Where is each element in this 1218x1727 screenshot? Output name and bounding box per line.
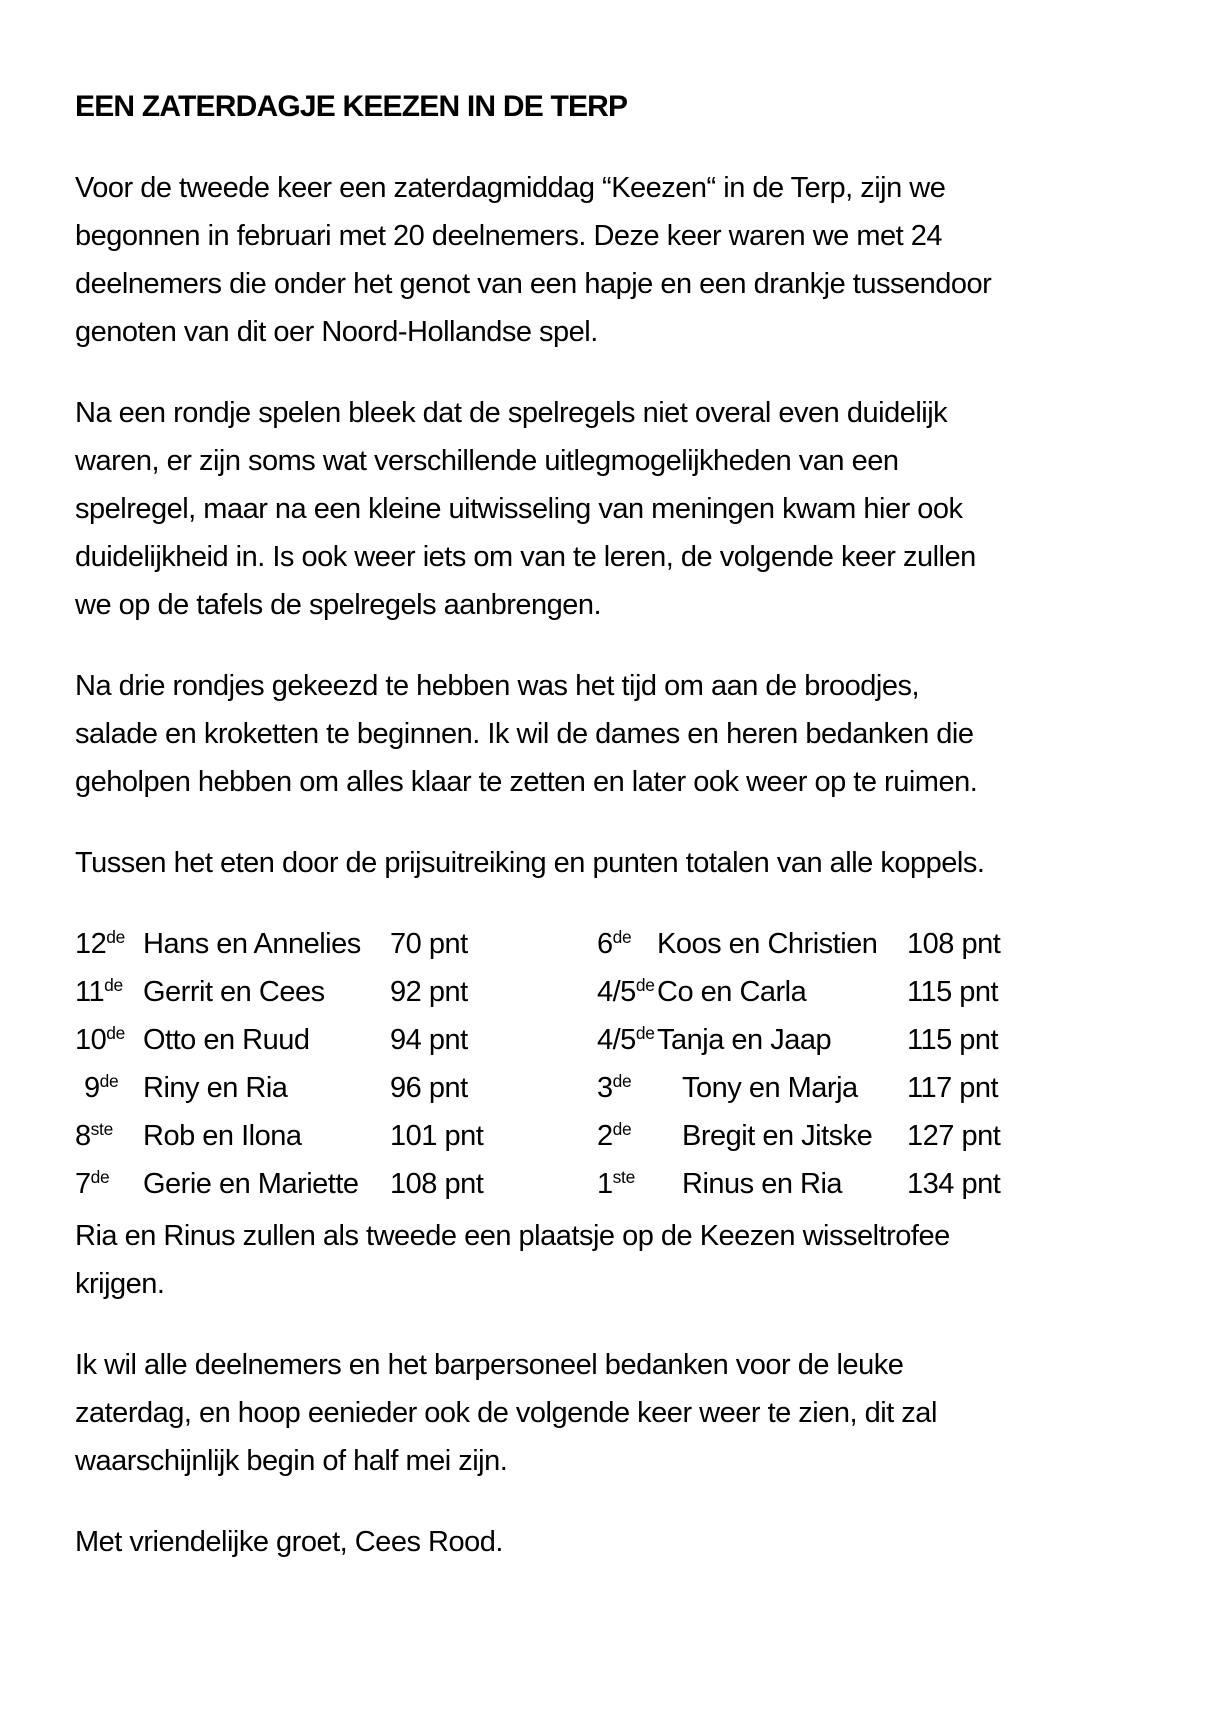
rank-suffix: de	[612, 1071, 632, 1092]
result-row	[597, 1016, 1148, 1064]
text-line: krijgen.	[75, 1268, 165, 1300]
text-line: spelregel, maar na een kleine uitwisseling van meningen kwam hier ook	[75, 493, 963, 525]
result-row	[597, 1064, 1148, 1112]
pair-names: Gerrit en Cees	[143, 976, 325, 1008]
rank-cell: 10de	[75, 1023, 126, 1056]
pair-names: Rinus en Ria	[682, 1168, 843, 1200]
rank-suffix: ste	[90, 1119, 113, 1140]
rank-suffix: de	[635, 975, 655, 996]
pair-names: Koos en Christien	[657, 928, 878, 960]
points: 134 pnt	[907, 1168, 1001, 1200]
rank-cell: 4/5de	[597, 1023, 655, 1056]
rank-suffix: de	[106, 927, 126, 948]
results-table	[75, 920, 1148, 1208]
points: 127 pnt	[907, 1120, 1001, 1152]
pair-names: Co en Carla	[657, 976, 807, 1008]
points: 108 pnt	[907, 928, 1001, 960]
points: 115 pnt	[907, 1024, 999, 1056]
text-line: Tussen het eten door de prijsuitreiking en punten totalen van alle koppels.	[75, 847, 985, 879]
rank-suffix: ste	[612, 1167, 635, 1188]
rank-cell: 11de	[75, 975, 123, 1008]
rank-suffix: de	[99, 1071, 119, 1092]
result-row	[597, 1160, 1148, 1208]
text-line: Ria en Rinus zullen als tweede een plaatsje op de Keezen wisseltrofee	[75, 1220, 950, 1252]
points: 108 pnt	[390, 1168, 484, 1200]
pair-names: Tony en Marja	[682, 1072, 858, 1104]
rank-cell: 4/5de	[597, 975, 655, 1008]
rank-suffix: de	[104, 975, 123, 996]
rank-cell: 3de	[597, 1071, 632, 1104]
rank-cell: 2de	[597, 1119, 632, 1152]
rank-cell: 1ste	[597, 1167, 635, 1200]
paragraph-intro	[75, 164, 1148, 356]
points: 115 pnt	[907, 976, 999, 1008]
pair-names: Rob en Ilona	[143, 1120, 302, 1152]
result-row	[75, 1064, 597, 1112]
text-line: begonnen in februari met 20 deelnemers. Deze keer waren we met 24	[75, 220, 943, 252]
text-line: Na een rondje spelen bleek dat de spelregels niet overal even duidelijk	[75, 397, 948, 429]
text-line: Voor de tweede keer een zaterdagmiddag “Keezen“ in de Terp, zijn we	[75, 172, 946, 204]
result-row	[75, 1016, 597, 1064]
text-line: we op de tafels de spelregels aanbrengen.	[75, 589, 602, 621]
text-line: Ik wil alle deelnemers en het barpersoneel bedanken voor de leuke	[75, 1349, 904, 1381]
text-line: salade en kroketten te beginnen. Ik wil de dames en heren bedanken die	[75, 718, 974, 750]
rank-suffix: de	[612, 927, 632, 948]
points: 92 pnt	[390, 976, 468, 1008]
points: 101 pnt	[390, 1120, 484, 1152]
paragraph-prizes	[75, 839, 1148, 887]
pair-names: Tanja en Jaap	[657, 1024, 832, 1056]
pair-names: Otto en Ruud	[143, 1024, 310, 1056]
result-row	[597, 968, 1148, 1016]
result-row	[597, 920, 1148, 968]
result-row	[75, 1160, 597, 1208]
paragraph-food	[75, 662, 1148, 806]
points: 96 pnt	[390, 1072, 468, 1104]
points: 70 pnt	[390, 928, 468, 960]
rank-suffix: de	[635, 1023, 655, 1044]
results-column-left	[75, 920, 597, 1208]
points: 94 pnt	[390, 1024, 468, 1056]
result-row	[75, 920, 597, 968]
rank-cell: 12de	[75, 927, 126, 960]
paragraph-thanks	[75, 1341, 1148, 1485]
page-title: EEN ZATERDAGJE KEEZEN IN DE TERP	[75, 90, 628, 123]
text-line: genoten van dit oer Noord-Hollandse spel.	[75, 316, 598, 348]
pair-names: Gerie en Mariette	[143, 1168, 359, 1200]
text-line: geholpen hebben om alles klaar te zetten en later ook weer op te ruimen.	[75, 766, 978, 798]
rank-suffix: de	[612, 1119, 632, 1140]
pair-names: Riny en Ria	[143, 1072, 288, 1104]
rank-cell: 6de	[597, 927, 632, 960]
paragraph-signature	[75, 1518, 1148, 1566]
text-line: duidelijkheid in. Is ook weer iets om van te leren, de volgende keer zullen	[75, 541, 976, 573]
rank-cell: 9de	[84, 1071, 119, 1104]
text-line: deelnemers die onder het genot van een hapje en een drankje tussendoor	[75, 268, 992, 300]
points: 117 pnt	[907, 1072, 999, 1104]
text-line: waren, er zijn soms wat verschillende uitlegmogelijkheden van een	[75, 445, 899, 477]
text-line: zaterdag, en hoop eenieder ook de volgende keer weer te zien, dit zal	[75, 1397, 937, 1429]
paragraph-rules	[75, 389, 1148, 629]
result-row	[75, 1112, 597, 1160]
results-column-right	[597, 920, 1148, 1208]
rank-cell: 7de	[75, 1167, 110, 1200]
rank-suffix: de	[106, 1023, 126, 1044]
pair-names: Hans en Annelies	[143, 928, 361, 960]
result-row	[597, 1112, 1148, 1160]
text-line: Na drie rondjes gekeezd te hebben was het tijd om aan de broodjes,	[75, 670, 920, 702]
rank-suffix: de	[90, 1167, 110, 1188]
pair-names: Bregit en Jitske	[682, 1120, 873, 1152]
result-row	[75, 968, 597, 1016]
text-line: Met vriendelijke groet, Cees Rood.	[75, 1526, 503, 1558]
rank-cell: 8ste	[75, 1119, 113, 1152]
paragraph-trophy	[75, 1212, 1148, 1308]
text-line: waarschijnlijk begin of half mei zijn.	[75, 1445, 508, 1477]
